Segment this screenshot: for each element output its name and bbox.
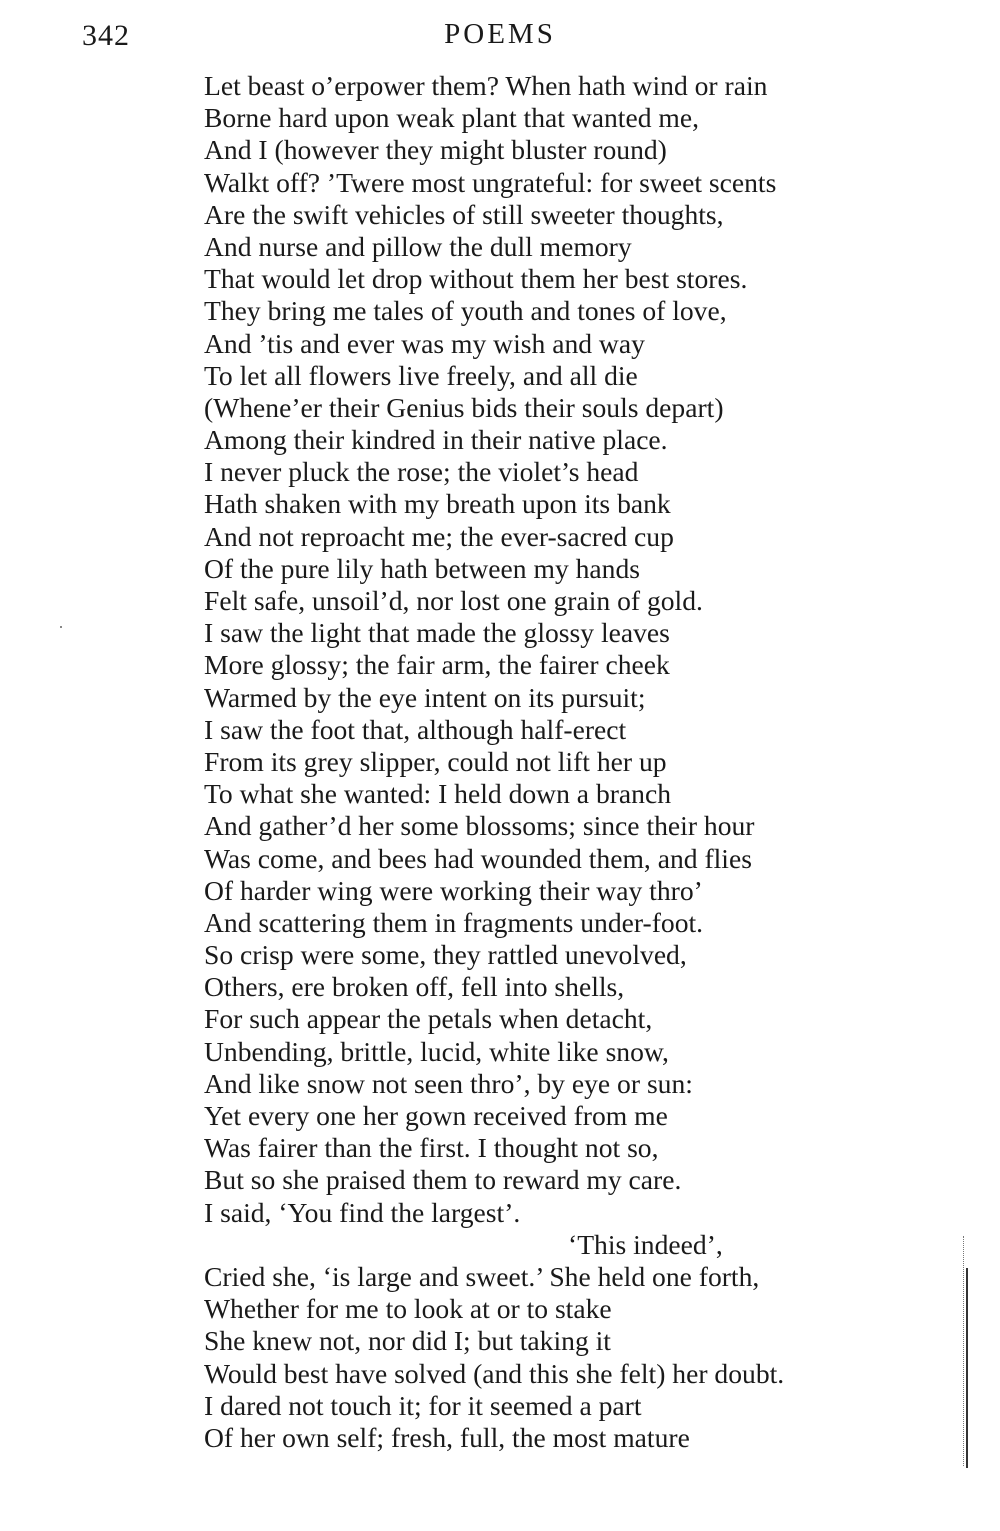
poem-line: From its grey slipper, could not lift her up — [204, 745, 667, 777]
poem-line: Of her own self; fresh, full, the most mature — [204, 1421, 690, 1453]
poem-line: Others, ere broken off, fell into shells, — [204, 971, 625, 1003]
poem-line-indented: ‘This indeed’, — [568, 1228, 723, 1260]
running-title: POEMS — [444, 18, 556, 50]
poem-line: And nurse and pillow the dull memory — [204, 230, 632, 262]
scan-margin-mark — [963, 1236, 965, 1466]
poem-line: Yet every one her gown received from me — [204, 1100, 668, 1131]
poem-line: That would let drop without them her best stores. — [204, 263, 748, 295]
poem-line: Borne hard upon weak plant that wanted me, — [204, 102, 700, 134]
poem-line: I never pluck the rose; the violet’s head — [204, 456, 639, 488]
poem-line: Felt safe, unsoil’d, nor lost one grain of gold. — [204, 585, 703, 616]
poem-line: They bring me tales of youth and tones of love, — [204, 295, 727, 327]
poem-line: Let beast o’erpower them? When hath wind or rain — [204, 70, 768, 101]
poem-line: I said, ‘You find the largest’. — [204, 1196, 521, 1228]
scan-speck — [60, 626, 62, 628]
poem-line: Whether for me to look at or to stake — [204, 1293, 612, 1325]
poem-text — [204, 70, 964, 1454]
poem-line: Hath shaken with my breath upon its bank — [204, 488, 671, 520]
poem-line: So crisp were some, they rattled unevolved, — [204, 939, 687, 971]
poem-line: And ’tis and ever was my wish and way — [204, 327, 645, 359]
poem-line: And I (however they might bluster round) — [204, 134, 667, 166]
poem-line: To let all flowers live freely, and all die — [204, 359, 638, 391]
poem-line: Cried she, ‘is large and sweet.’ She held one forth, — [204, 1260, 760, 1292]
poem-line: And gather’d her some blossoms; since their hour — [204, 810, 755, 842]
poem-line: She knew not, nor did I; but taking it — [204, 1325, 611, 1357]
poem-line: Was come, and bees had wounded them, and flies — [204, 842, 752, 874]
poem-line: But so she praised them to reward my care. — [204, 1164, 682, 1196]
poem-line: I saw the foot that, although half-erect — [204, 713, 627, 745]
poem-line: Was fairer than the first. I thought not so, — [204, 1132, 659, 1164]
poem-line: And scattering them in fragments under-foot. — [204, 906, 704, 938]
poem-line: Of the pure lily hath between my hands — [204, 552, 641, 584]
poem-line: Walkt off? ’Twere most ungrateful: for sweet scents — [204, 166, 777, 198]
poem-line: To what she wanted: I held down a branch — [204, 778, 672, 810]
poem-line: I dared not touch it; for it seemed a part — [204, 1389, 642, 1421]
poem-line: And not reproacht me; the ever-sacred cup — [204, 520, 674, 552]
poem-line: Among their kindred in their native place. — [204, 424, 668, 456]
page-number: 342 — [82, 19, 130, 52]
poem-line: More glossy; the fair arm, the fairer cheek — [204, 649, 670, 681]
poem-line: For such appear the petals when detacht, — [204, 1003, 653, 1035]
poem-line: Of harder wing were working their way thro’ — [204, 874, 703, 906]
poem-line: I saw the light that made the glossy leaves — [204, 617, 670, 649]
poem-line: And like snow not seen thro’, by eye or sun: — [204, 1067, 693, 1099]
poem-line: Would best have solved (and this she felt) her doubt. — [204, 1357, 785, 1389]
poem-line: Are the swift vehicles of still sweeter thoughts, — [204, 198, 724, 230]
poem-line: Unbending, brittle, lucid, white like snow, — [204, 1035, 669, 1067]
scan-margin-line — [966, 1268, 968, 1468]
poem-line: Warmed by the eye intent on its pursuit; — [204, 681, 646, 713]
poem-line: (Whene’er their Genius bids their souls depart) — [204, 391, 724, 423]
